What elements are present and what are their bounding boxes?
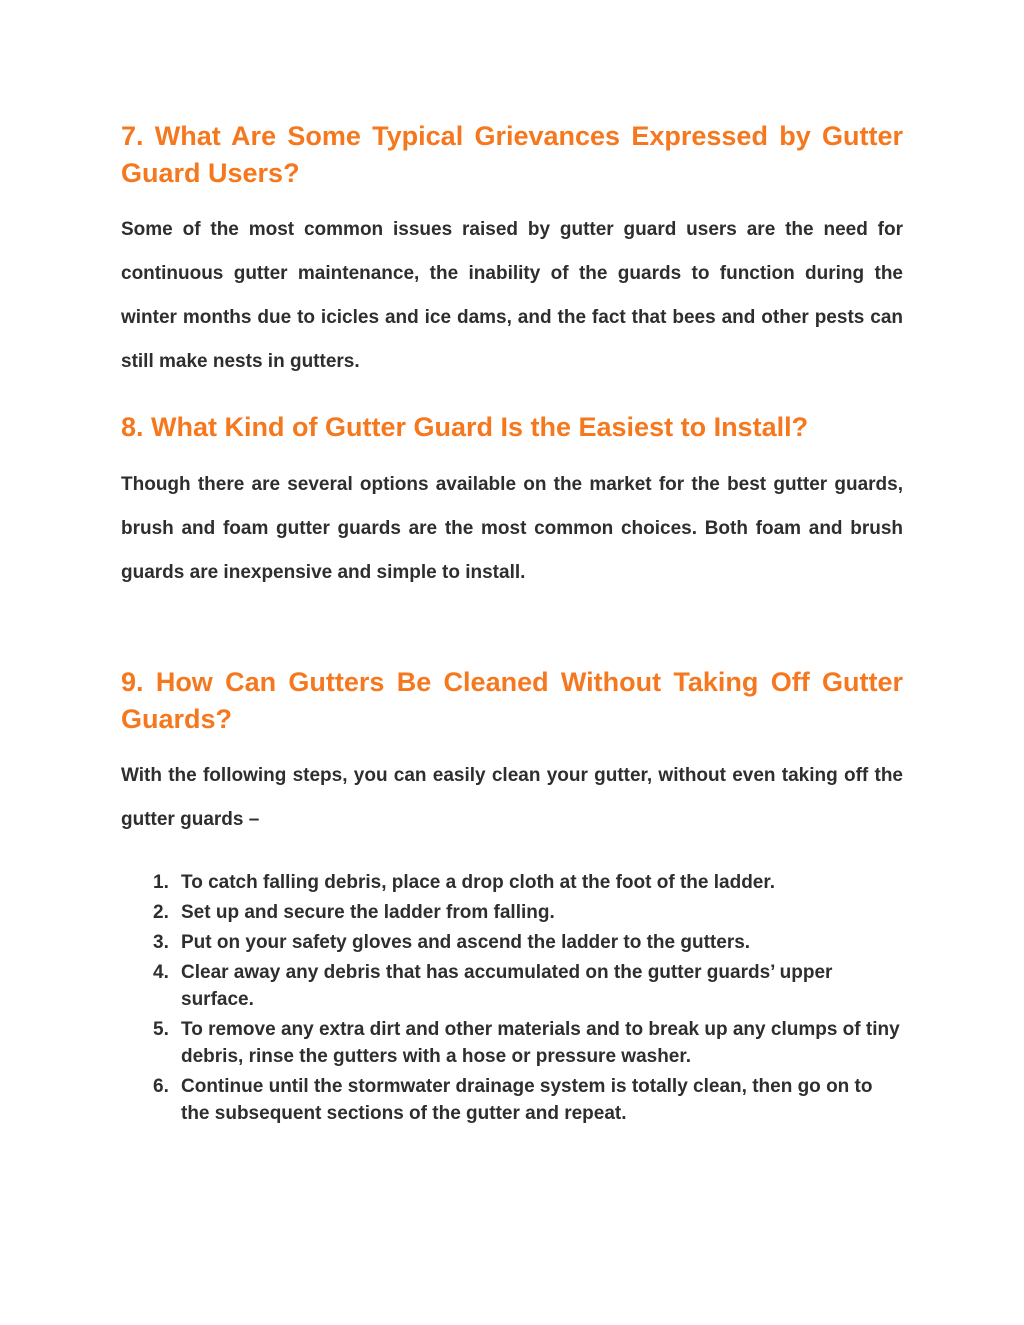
- step-text: To remove any extra dirt and other materials and to break up any clumps of tiny debris, rinse the gutters with a hose or pressure washer.: [181, 1019, 900, 1067]
- list-item: [121, 929, 903, 956]
- step-number: 2.: [153, 902, 169, 923]
- section-8-heading: 8. What Kind of Gutter Guard Is the Easiest to Install?: [121, 412, 809, 442]
- section-9-heading: 9. How Can Gutters Be Cleaned Without Taking Off Gutter Guards?: [121, 667, 903, 734]
- step-number: 4.: [153, 962, 169, 983]
- step-text: To catch falling debris, place a drop cloth at the foot of the ladder.: [181, 872, 775, 893]
- section-9-paragraph: With the following steps, you can easily clean your gutter, without even taking off the gutter guards –: [121, 765, 903, 830]
- step-number: 1.: [153, 872, 169, 893]
- section-8-paragraph: Though there are several options available on the market for the best gutter guards, brush and foam gutter guards are the most common choices. Both foam and brush guards are inexpensive and simple to install.: [121, 474, 903, 583]
- step-text: Put on your safety gloves and ascend the ladder to the gutters.: [181, 932, 751, 953]
- section-7-heading: 7. What Are Some Typical Grievances Expressed by Gutter Guard Users?: [121, 121, 903, 188]
- list-item: [121, 959, 903, 1013]
- step-number: 3.: [153, 932, 169, 953]
- step-text: Set up and secure the ladder from falling.: [181, 902, 555, 923]
- step-text: Clear away any debris that has accumulated on the gutter guards’ upper surface.: [181, 962, 833, 1010]
- step-text: Continue until the stormwater drainage system is totally clean, then go on to the subsequent sections of the gutter and repeat.: [181, 1076, 873, 1124]
- list-item: [121, 1073, 903, 1127]
- list-item: [121, 899, 903, 926]
- step-number: 5.: [153, 1019, 169, 1040]
- list-item: [121, 1016, 903, 1070]
- list-item: [121, 869, 903, 896]
- step-number: 6.: [153, 1076, 169, 1097]
- section-7-paragraph: Some of the most common issues raised by gutter guard users are the need for continuous gutter maintenance, the inability of the guards to function during the winter months due to icicles and ice dams, and the fact that bees and other pests can still make nests in gutters.: [121, 219, 903, 372]
- cleaning-steps-list: [121, 869, 903, 1130]
